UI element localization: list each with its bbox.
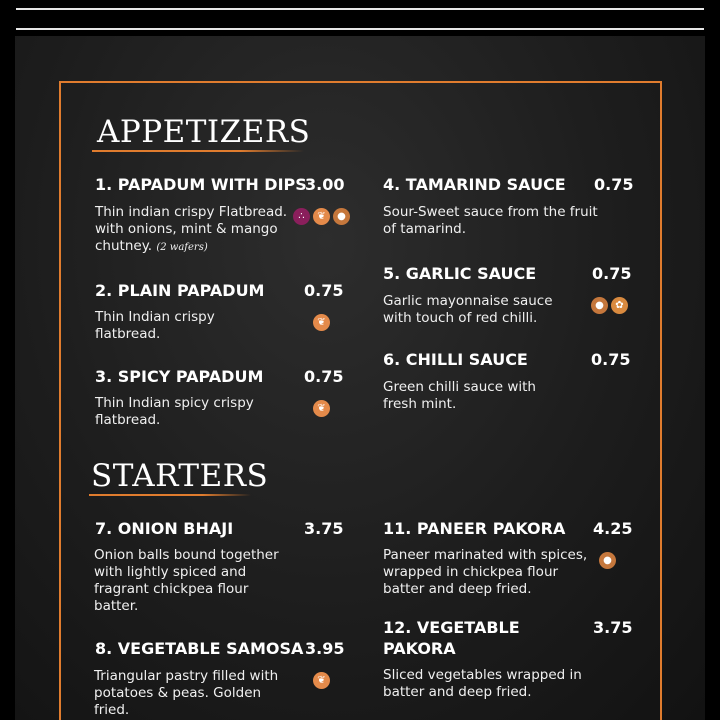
item-price: 0.75 [304, 367, 344, 386]
wheat-icon: ❦ [313, 672, 330, 689]
appetizers-underline [92, 150, 304, 152]
item-name: 6. CHILLI SAUCE [383, 350, 528, 369]
item-description: Sliced vegetables wrapped in batter and deep fried. [383, 667, 582, 700]
egg-icon: ✿ [611, 297, 628, 314]
item-price: 0.75 [591, 350, 631, 369]
wheat-icon: ❦ [313, 314, 330, 331]
milk-icon: ● [591, 297, 608, 314]
allergen-icons [591, 297, 628, 314]
item-name: 2. PLAIN PAPADUM [95, 281, 265, 300]
mustard-icon: ∴ [293, 208, 310, 225]
allergen-icons [313, 400, 330, 417]
item-name: 3. SPICY PAPADUM [95, 367, 264, 386]
item-description [95, 204, 300, 256]
allergen-icons [313, 672, 330, 689]
item-price: 0.75 [592, 264, 632, 283]
item-description: Green chilli sauce with fresh mint. [383, 379, 536, 412]
item-note: (2 wafers) [156, 242, 208, 253]
item-price: 0.75 [304, 281, 344, 300]
item-price: 3.95 [305, 639, 345, 658]
starters-heading: STARTERS [91, 458, 269, 494]
item-description: Onion balls bound together with lightly spiced and fragrant chickpea flour batter. [94, 547, 279, 614]
item-name: 11. PANEER PAKORA [383, 519, 566, 538]
item-name: 12. VEGETABLE PAKORA [383, 618, 520, 658]
item-name: 1. PAPADUM WITH DIPS [95, 175, 307, 194]
item-description: Thin Indian spicy crispy flatbread. [95, 395, 254, 428]
item-name: 5. GARLIC SAUCE [383, 264, 537, 283]
item-name: 4. TAMARIND SAUCE [383, 175, 566, 194]
item-price: 3.75 [593, 618, 633, 637]
item-price: 0.75 [594, 175, 634, 194]
item-price: 3.00 [305, 175, 345, 194]
item-description: Triangular pastry filled with potatoes & peas. Golden fried. [94, 668, 279, 718]
starters-underline [89, 494, 251, 496]
item-description: Paneer marinated with spices, wrapped in chickpea flour batter and deep fried. [383, 547, 588, 597]
item-name: 7. ONION BHAJI [95, 519, 234, 538]
wheat-icon: ❦ [313, 400, 330, 417]
item-description: Sour-Sweet sauce from the fruit of tamarind. [383, 204, 598, 237]
allergen-icons [293, 208, 350, 225]
top-divider-2 [16, 28, 704, 30]
item-description: Thin Indian crispy flatbread. [95, 309, 215, 342]
allergen-icons [599, 552, 616, 569]
item-price: 3.75 [304, 519, 344, 538]
item-price: 4.25 [593, 519, 633, 538]
item-description: Garlic mayonnaise sauce with touch of red chilli. [383, 293, 553, 326]
milk-icon: ● [599, 552, 616, 569]
appetizers-heading: APPETIZERS [97, 114, 311, 150]
item-description-text: Thin indian crispy Flatbread. with onions, mint & mango chutney. [95, 204, 288, 254]
top-divider [16, 8, 704, 10]
item-name: 8. VEGETABLE SAMOSA [95, 639, 304, 658]
wheat-icon: ❦ [313, 208, 330, 225]
milk-icon: ● [333, 208, 350, 225]
allergen-icons [313, 314, 330, 331]
